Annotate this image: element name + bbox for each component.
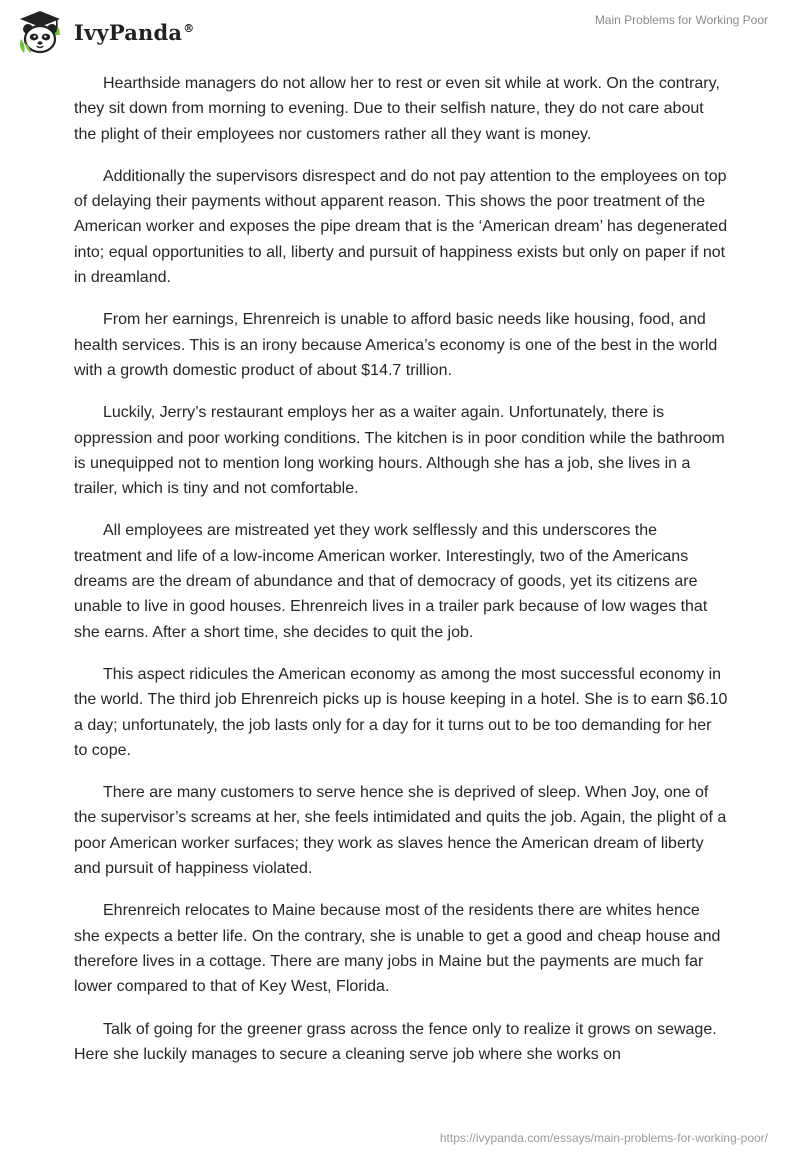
document-title: Main Problems for Working Poor (594, 13, 768, 27)
paragraph: Talk of going for the greener grass across the fence only to realize it grows on sewage. Here she luckily manages to secure a cleaning serve job where she works on (74, 1020, 717, 1063)
paragraph: There are many customers to serve hence she is deprived of sleep. When Joy, one of the supervisor’s screams at her, she feels intimidated and quits the job. Again, the plight of a poor American worker surfaces; they work as slaves hence the American dream of liberty and pursuit of happiness violated. (74, 784, 727, 878)
brand-name-text: IvyPanda (74, 19, 183, 45)
brand-name (74, 20, 194, 45)
source-url[interactable]: https://ivypanda.com/essays/main-problems-for-working-poor/ (439, 1131, 768, 1145)
paragraph: Luckily, Jerry’s restaurant employs her as a waiter again. Unfortunately, there is oppression and poor working conditions. The kitchen is in poor condition while the bathroom is unequipped not to mention long working hours. Although she has a job, she lives in a trailer, which is tiny and not comfortable. (74, 404, 725, 498)
registered-mark: ® (183, 21, 195, 35)
paragraph: All employees are mistreated yet they work selflessly and this underscores the treatment and life of a low-income American worker. Interestingly, two of the Americans dreams are the dream of abundance and that of democracy of goods, yet its citizens are unable to live in good houses. Ehrenreich lives in a trailer park because of low wages that she earns. After a short time, she decides to quit the job. (74, 522, 708, 641)
page-header (0, 0, 800, 60)
essay-body (74, 71, 728, 1084)
paragraph: Hearthside managers do not allow her to rest or even sit while at work. On the contrary, they sit down from morning to evening. Due to their selfish nature, they do not care about the plight of their employees nor customers rather all they want is money. (74, 75, 720, 143)
paragraph: This aspect ridicules the American economy as among the most successful economy in the world. The third job Ehrenreich picks up is house keeping in a hotel. She is to earn $6.10 a day; unfortunately, the job lasts only for a day for it turns out to be too demanding for her to cope. (74, 665, 728, 759)
paragraph: Ehrenreich relocates to Maine because most of the residents there are whites hence she expects a better life. On the contrary, she is unable to get a good and cheap house and therefore lives in a cottage. There are many jobs in Maine but the payments are much far lower compared to that of Key West, Florida. (74, 902, 721, 996)
panda-graduate-icon (16, 9, 64, 55)
paragraph: From her earnings, Ehrenreich is unable to afford basic needs like housing, food, and health services. This is an irony because America’s economy is one of the best in the world with a growth domestic product of about $14.7 trillion. (74, 311, 718, 379)
paragraph: Additionally the supervisors disrespect and do not pay attention to the employees on top of delaying their payments without apparent reason. This shows the poor treatment of the American worker and exposes the pipe dream that is the ‘American dream’ has degenerated into; equal opportunities to all, liberty and pursuit of happiness exists but only on paper if not in dreamland. (74, 167, 728, 287)
ivypanda-logo[interactable] (16, 8, 194, 56)
